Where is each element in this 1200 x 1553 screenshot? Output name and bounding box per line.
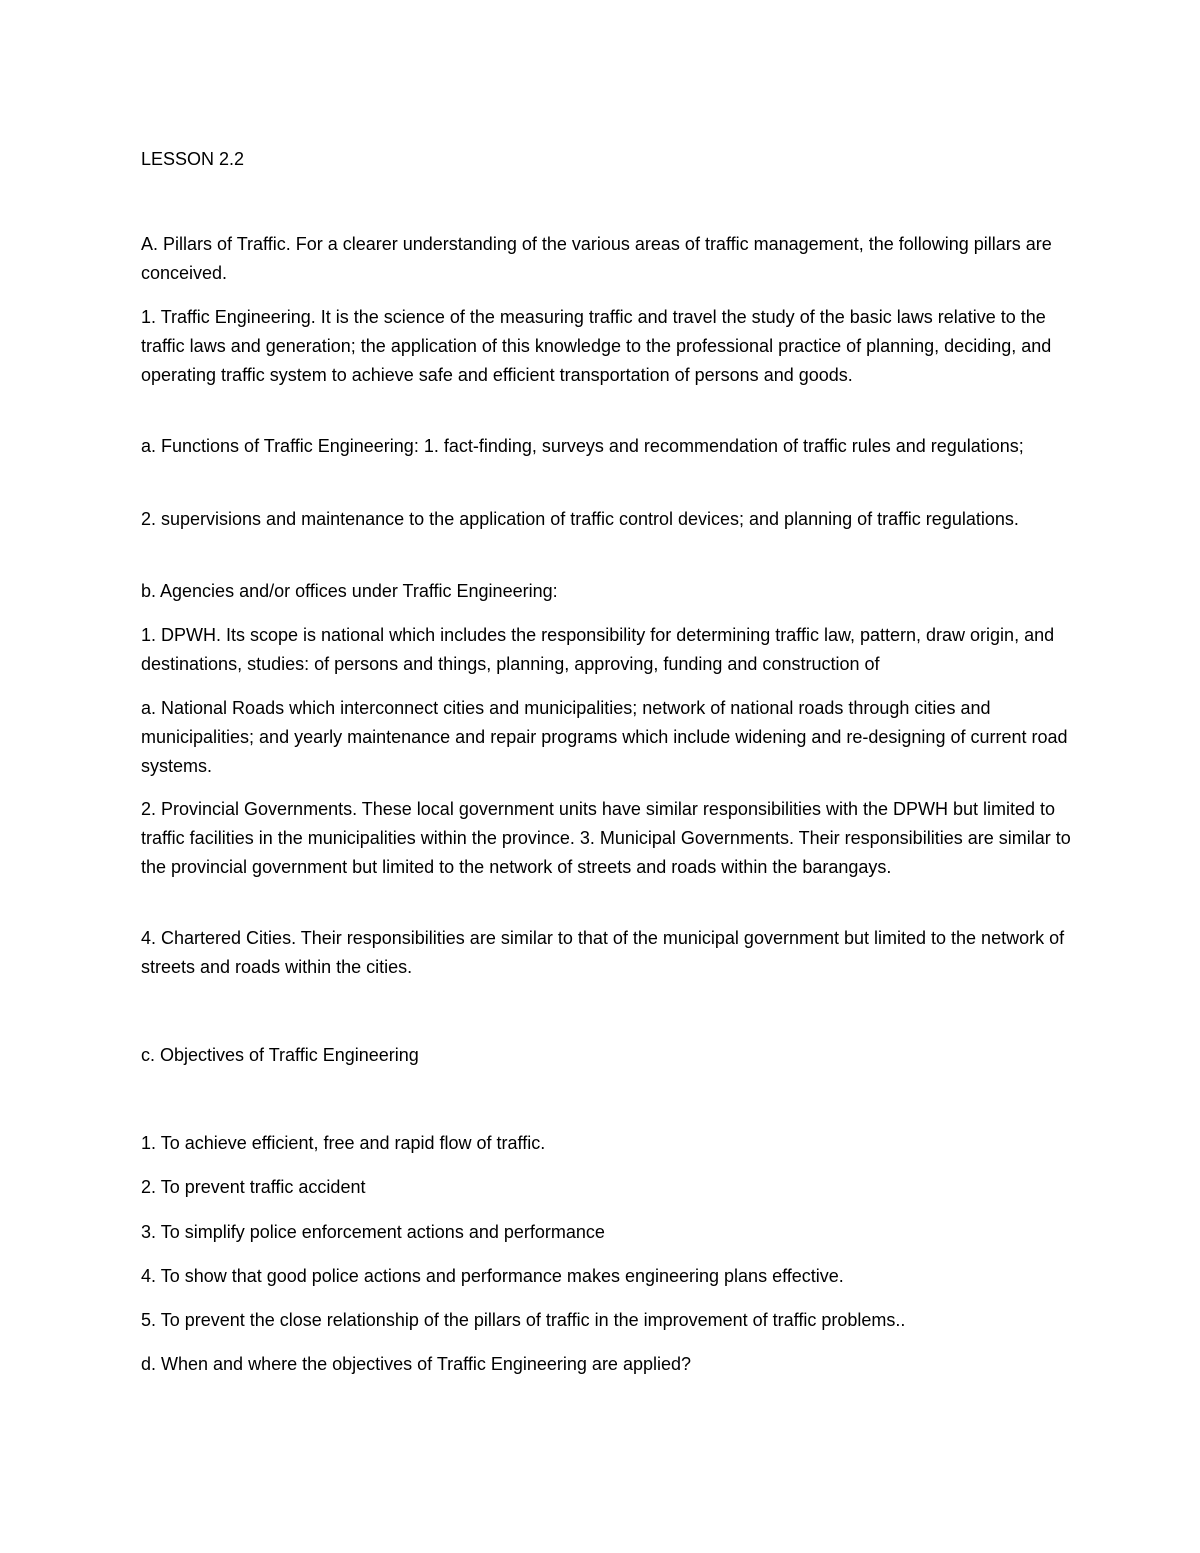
paragraph-supervisions: 2. supervisions and maintenance to the application of traffic control devices; and planning of traffic regulations. bbox=[141, 509, 1019, 529]
paragraph-national-roads: a. National Roads which interconnect cities and municipalities; network of national roads through cities and municipalities; and yearly maintenance and repair programs which include widening and re-designing of current road systems. bbox=[141, 698, 1068, 776]
objective-item-2: 2. To prevent traffic accident bbox=[141, 1177, 366, 1197]
lesson-title: LESSON 2.2 bbox=[141, 149, 245, 169]
paragraph-chartered-cities: 4. Chartered Cities. Their responsibilities are similar to that of the municipal government but limited to the network of streets and roads within the cities. bbox=[141, 928, 1065, 977]
objective-item-1: 1. To achieve efficient, free and rapid flow of traffic. bbox=[141, 1133, 546, 1153]
paragraph-pillars-of-traffic: A. Pillars of Traffic. For a clearer understanding of the various areas of traffic management, the following pillars are conceived. bbox=[141, 234, 1052, 283]
objective-item-5: 5. To prevent the close relationship of the pillars of traffic in the improvement of traffic problems.. bbox=[141, 1310, 906, 1330]
paragraph-objectives-heading: c. Objectives of Traffic Engineering bbox=[141, 1045, 419, 1065]
objective-item-4: 4. To show that good police actions and performance makes engineering plans effective. bbox=[141, 1266, 844, 1286]
paragraph-traffic-engineering: 1. Traffic Engineering. It is the science of the measuring traffic and travel the study of the basic laws relative to the traffic laws and generation; the application of this knowledge to the professional practice of planning, deciding, and operating traffic system to achieve safe and efficient transportation of persons and goods. bbox=[141, 307, 1052, 385]
objective-item-3: 3. To simplify police enforcement actions and performance bbox=[141, 1222, 605, 1242]
paragraph-agencies-heading: b. Agencies and/or offices under Traffic Engineering: bbox=[141, 581, 558, 601]
paragraph-functions: a. Functions of Traffic Engineering: 1. fact-finding, surveys and recommendation of traffic rules and regulations; bbox=[141, 436, 1024, 456]
paragraph-dpwh: 1. DPWH. Its scope is national which includes the responsibility for determining traffic law, pattern, draw origin, and destinations, studies: of persons and things, planning, approving, funding and construction of bbox=[141, 625, 1055, 674]
paragraph-provincial-governments: 2. Provincial Governments. These local government units have similar responsibilities with the DPWH but limited to traffic facilities in the municipalities within the province. 3. Municipal Governments. Their responsibilities are similar to the provincial government but limited to the network of streets and roads within the barangays. bbox=[141, 799, 1071, 877]
paragraph-when-where: d. When and where the objectives of Traffic Engineering are applied? bbox=[141, 1354, 692, 1374]
